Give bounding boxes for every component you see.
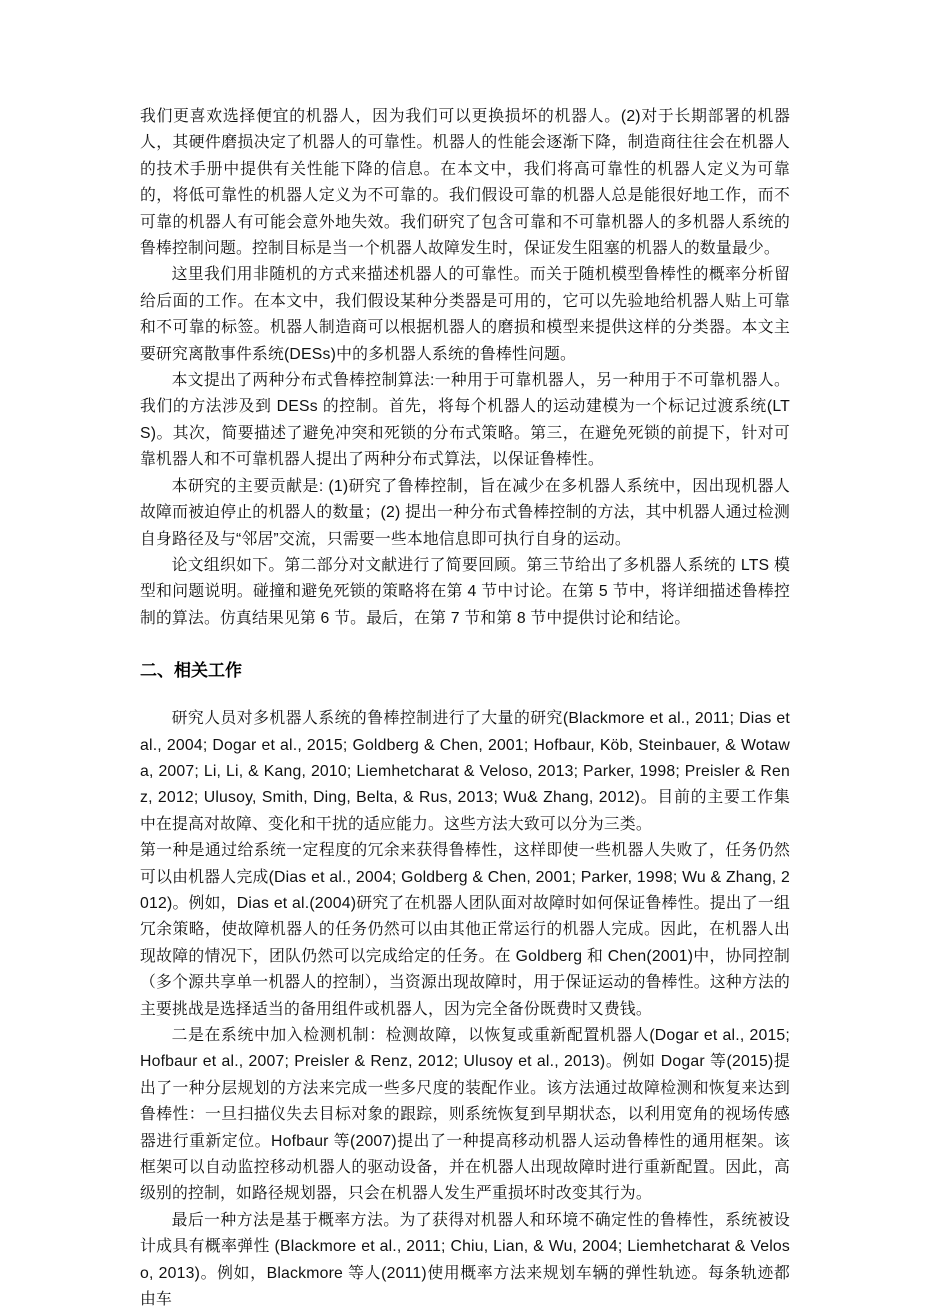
paragraph-nonstochastic-reliability: 这里我们用非随机的方式来描述机器人的可靠性。而关于随机模型鲁棒性的概率分析留给后面的工作。在本文中，我们假设某种分类器是可用的，它可以先验地给机器人贴上可靠和不可靠的标签。机器人制造商可以根据机器人的磨损和模型来提供这样的分类器。本文主要研究离散事件系统(DESs)中的多机器人系统的鲁棒性问题。 — [140, 266, 790, 363]
paragraph-probabilistic-approach: 最后一种方法是基于概率方法。为了获得对机器人和环境不确定性的鲁棒性，系统被设计成具有概率弹性 (Blackmore et al., 2011; Chiu, Lian, & Wu, 2004; Liemhetcharat & Veloso, 2013)。例如，Blackmore 等人(2011)使用概率方法来规划车辆的弹性轨迹。每条轨迹都由车 — [140, 1211, 790, 1309]
section-heading-related-work: 二、相关工作 — [140, 661, 242, 681]
paragraph-two-algorithms: 本文提出了两种分布式鲁棒控制算法:一种用于可靠机器人，另一种用于不可靠机器人。我们的方法涉及到 DESs 的控制。首先，将每个机器人的运动建模为一个标记过渡系统(LTS)。其次，简要描述了避免冲突和死锁的分布式策略。第三，在避免死锁的前提下，针对可靠机器人和不可靠机器人提出了两种分布式算法，以保证鲁棒性。 — [140, 372, 790, 469]
paragraph-organization: 论文组织如下。第二部分对文献进行了简要回顾。第三节给出了多机器人系统的 LTS 模型和问题说明。碰撞和避免死锁的策略将在第 4 节中讨论。在第 5 节中，将详细描述鲁棒控制的算法。仿真结果见第 6 节。最后，在第 7 节和第 8 节中提供讨论和结论。 — [140, 556, 790, 627]
paragraph-contributions: 本研究的主要贡献是: (1)研究了鲁棒控制，旨在减少在多机器人系统中，因出现机器人故障而被迫停止的机器人的数量；(2) 提出一种分布式鲁棒控制的方法，其中机器人通过检测自身路径及与“邻居”交流，只需要一些本地信息即可执行自身的运动。 — [140, 477, 790, 548]
paragraph-redundancy-approach: 第一种是通过给系统一定程度的冗余来获得鲁棒性，这样即使一些机器人失败了，任务仍然可以由机器人完成(Dias et al., 2004; Goldberg & Chen, 2001; Parker, 1998; Wu & Zhang, 2012)。例如，Dias et al.(2004)研究了在机器人团队面对故障时如何保证鲁棒性。提出了一组冗余策略，使故障机器人的任务仍然可以由其他正常运行的机器人完成。因此，在机器人出现故障的情况下，团队仍然可以完成给定的任务。在 Goldberg 和 Chen(2001)中，协同控制（多个源共享单一机器人的控制），当资源出现故障时，用于保证运动的鲁棒性。这种方法的主要挑战是选择适当的备用组件或机器人，因为完全备份既费时又费钱。 — [140, 842, 790, 1018]
paragraph-related-work-overview: 研究人员对多机器人系统的鲁棒控制进行了大量的研究(Blackmore et al., 2011; Dias et al., 2004; Dogar et al., 2015; Goldberg & Chen, 2001; Hofbaur, Köb, Steinbauer, & Wotawa, 2007; Li, Li, & Kang, 2010; Liemhetcharat & Veloso, 2013; Parker, 1998; Preisler & Renz, 2012; Ulusoy, Smith, Ding, Belta, & Rus, 2013; Wu& Zhang, 2012)。目前的主要工作集中在提高对故障、变化和干扰的适应能力。这些方法大致可以分为三类。 — [140, 710, 790, 833]
paragraph-detection-approach: 二是在系统中加入检测机制：检测故障，以恢复或重新配置机器人(Dogar et al., 2015; Hofbaur et al., 2007; Preisler & Renz, 2012; Ulusoy et al., 2013)。例如 Dogar 等(2015)提出了一种分层规划的方法来完成一些多尺度的装配作业。该方法通过故障检测和恢复来达到鲁棒性：一旦扫描仪失去目标对象的跟踪，则系统恢复到早期状态，以利用宽角的视场传感器进行重新定位。Hofbaur 等(2007)提出了一种提高移动机器人运动鲁棒性的通用框架。该框架可以自动监控移动机器人的驱动设备，并在机器人出现故障时进行重新配置。因此，高级别的控制，如路径规划器，只会在机器人发生严重损坏时改变其行为。 — [140, 1027, 790, 1203]
paragraph-intro-continued: 我们更喜欢选择便宜的机器人，因为我们可以更换损坏的机器人。(2)对于长期部署的机器人，其硬件磨损决定了机器人的可靠性。机器人的性能会逐渐下降，制造商往往会在机器人的技术手册中提供有关性能下降的信息。在本文中，我们将高可靠性的机器人定义为可靠的，将低可靠性的机器人定义为不可靠的。我们假设可靠的机器人总是能很好地工作，而不可靠的机器人有可能会意外地失效。我们研究了包含可靠和不可靠机器人的多机器人系统的鲁棒控制问题。控制目标是当一个机器人故障发生时，保证发生阻塞的机器人的数量最少。 — [140, 108, 790, 258]
